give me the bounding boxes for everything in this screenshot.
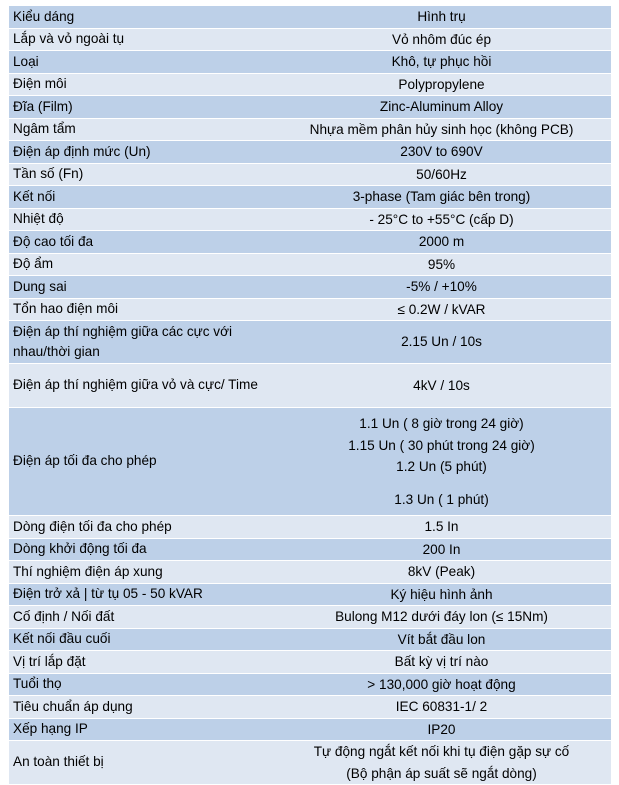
value-line: (Bộ phận áp suất sẽ ngắt dòng)	[346, 765, 537, 781]
row-value	[272, 298, 611, 321]
value-line: 50/60Hz	[416, 166, 467, 182]
row-label: Cố định / Nối đất	[9, 606, 272, 629]
table-row	[9, 651, 611, 674]
value-line: -5% / +10%	[406, 279, 477, 294]
row-value	[272, 208, 611, 231]
table-row	[9, 51, 611, 74]
row-label: Điện áp thí nghiệm giữa các cực với nhau/thời gian	[9, 321, 272, 364]
row-label: Điện trở xả | từ tụ 05 - 50 kVAR	[9, 583, 272, 606]
table-row	[9, 118, 611, 141]
table-row	[9, 6, 611, 28]
table-row	[9, 73, 611, 96]
row-value	[272, 186, 611, 209]
row-label: Thí nghiệm điện áp xung	[9, 561, 272, 584]
table-row	[9, 718, 611, 741]
value-line: Bulong M12 dưới đáy lon (≤ 15Nm)	[335, 609, 548, 624]
table-row	[9, 298, 611, 321]
value-line: 230V to 690V	[400, 144, 483, 159]
row-value	[272, 73, 611, 96]
row-label: Lắp và vỏ ngoài tụ	[9, 28, 272, 51]
table-row	[9, 673, 611, 696]
table-row	[9, 516, 611, 539]
row-value	[272, 118, 611, 141]
table-row	[9, 696, 611, 719]
row-label: Điện áp tối đa cho phép	[9, 408, 272, 516]
row-label: Điện áp thí nghiệm giữa vỏ và cực/ Time	[9, 364, 272, 408]
row-value	[272, 276, 611, 299]
row-label: Tuổi thọ	[9, 673, 272, 696]
row-value	[272, 628, 611, 651]
row-label: Kiểu dáng	[9, 6, 272, 28]
table-row	[9, 321, 611, 364]
value-line: ≤ 0.2W / kVAR	[397, 301, 486, 317]
value-line: Khô, tự phục hồi	[391, 54, 492, 69]
value-line: Ký hiệu hình ảnh	[390, 586, 493, 602]
table-row	[9, 208, 611, 231]
value-line: 1.2 Un (5 phút)	[396, 459, 487, 474]
value-line: Bất kỳ vị trí nào	[394, 654, 489, 669]
value-line: Zinc-Aluminum Alloy	[379, 99, 504, 114]
row-value	[272, 696, 611, 719]
value-line: 4kV / 10s	[413, 377, 470, 393]
value-line: IP20	[427, 721, 456, 737]
value-line: > 130,000 giờ hoạt động	[367, 676, 516, 692]
table-row	[9, 163, 611, 186]
row-label: Tổn hao điện môi	[9, 298, 272, 321]
value-line: 3-phase (Tam giác bên trong)	[352, 189, 531, 204]
row-value	[272, 408, 611, 516]
row-label: Điện môi	[9, 73, 272, 96]
row-label: Kết nối đầu cuối	[9, 628, 272, 651]
row-label: Vị trí lắp đặt	[9, 651, 272, 674]
table-row	[9, 741, 611, 785]
value-line: 8kV (Peak)	[407, 564, 476, 579]
value-line: Vỏ nhôm đúc ép	[392, 31, 491, 47]
row-value	[272, 583, 611, 606]
value-line: Polypropylene	[398, 76, 485, 92]
row-value	[272, 516, 611, 539]
row-value	[272, 253, 611, 276]
row-value	[272, 28, 611, 51]
row-label: Nhiệt độ	[9, 208, 272, 231]
value-line: 200 In	[422, 541, 461, 557]
value-line: 1.1 Un ( 8 giờ trong 24 giờ)	[359, 416, 524, 431]
row-label: Tiêu chuẩn áp dụng	[9, 696, 272, 719]
row-label: Độ ẩm	[9, 253, 272, 276]
row-value	[272, 163, 611, 186]
row-label: An toàn thiết bị	[9, 741, 272, 785]
row-label: Loại	[9, 51, 272, 74]
value-line: Tự động ngắt kết nối khi tụ điện gặp sự cố	[313, 744, 570, 759]
table-row	[9, 561, 611, 584]
value-line: IEC 60831-1/ 2	[395, 699, 488, 714]
table-row	[9, 538, 611, 561]
table-row	[9, 28, 611, 51]
table-row	[9, 253, 611, 276]
row-value	[272, 673, 611, 696]
value-line: Vít bắt đầu lon	[397, 631, 486, 647]
value-line: Hình trụ	[417, 9, 466, 24]
row-value	[272, 231, 611, 254]
value-line: Nhựa mềm phân hủy sinh học (không PCB)	[309, 121, 574, 137]
row-value	[272, 538, 611, 561]
row-label: Kết nối	[9, 186, 272, 209]
row-label: Xếp hạng IP	[9, 718, 272, 741]
table-row	[9, 186, 611, 209]
row-value	[272, 321, 611, 364]
row-value	[272, 606, 611, 629]
value-line: 1.5 In	[424, 519, 459, 534]
table-row	[9, 364, 611, 408]
row-value	[272, 561, 611, 584]
row-label: Dòng khởi động tối đa	[9, 538, 272, 561]
row-label: Ngâm tẩm	[9, 118, 272, 141]
row-label: Tần số (Fn)	[9, 163, 272, 186]
table-row	[9, 96, 611, 119]
row-value	[272, 6, 611, 28]
row-value	[272, 96, 611, 119]
row-value	[272, 651, 611, 674]
row-label: Điện áp định mức (Un)	[9, 141, 272, 164]
table-row	[9, 141, 611, 164]
value-line: 2.15 Un / 10s	[401, 334, 482, 350]
table-row	[9, 408, 611, 516]
row-value	[272, 364, 611, 408]
row-value	[272, 141, 611, 164]
table-row	[9, 628, 611, 651]
spec-table	[9, 6, 611, 785]
value-line: - 25°C to +55°C (cấp D)	[369, 211, 514, 227]
row-value	[272, 51, 611, 74]
value-line: 1.15 Un ( 30 phút trong 24 giờ)	[348, 437, 535, 453]
row-label: Đĩa (Film)	[9, 96, 272, 119]
table-row	[9, 583, 611, 606]
row-label: Dung sai	[9, 276, 272, 299]
value-line: 1.3 Un ( 1 phút)	[394, 491, 489, 507]
row-label: Dòng điện tối đa cho phép	[9, 516, 272, 539]
value-line: 95%	[427, 256, 456, 272]
row-value	[272, 718, 611, 741]
value-line: 2000 m	[418, 234, 465, 249]
table-row	[9, 276, 611, 299]
row-value	[272, 741, 611, 785]
table-row	[9, 231, 611, 254]
row-label: Độ cao tối đa	[9, 231, 272, 254]
table-row	[9, 606, 611, 629]
